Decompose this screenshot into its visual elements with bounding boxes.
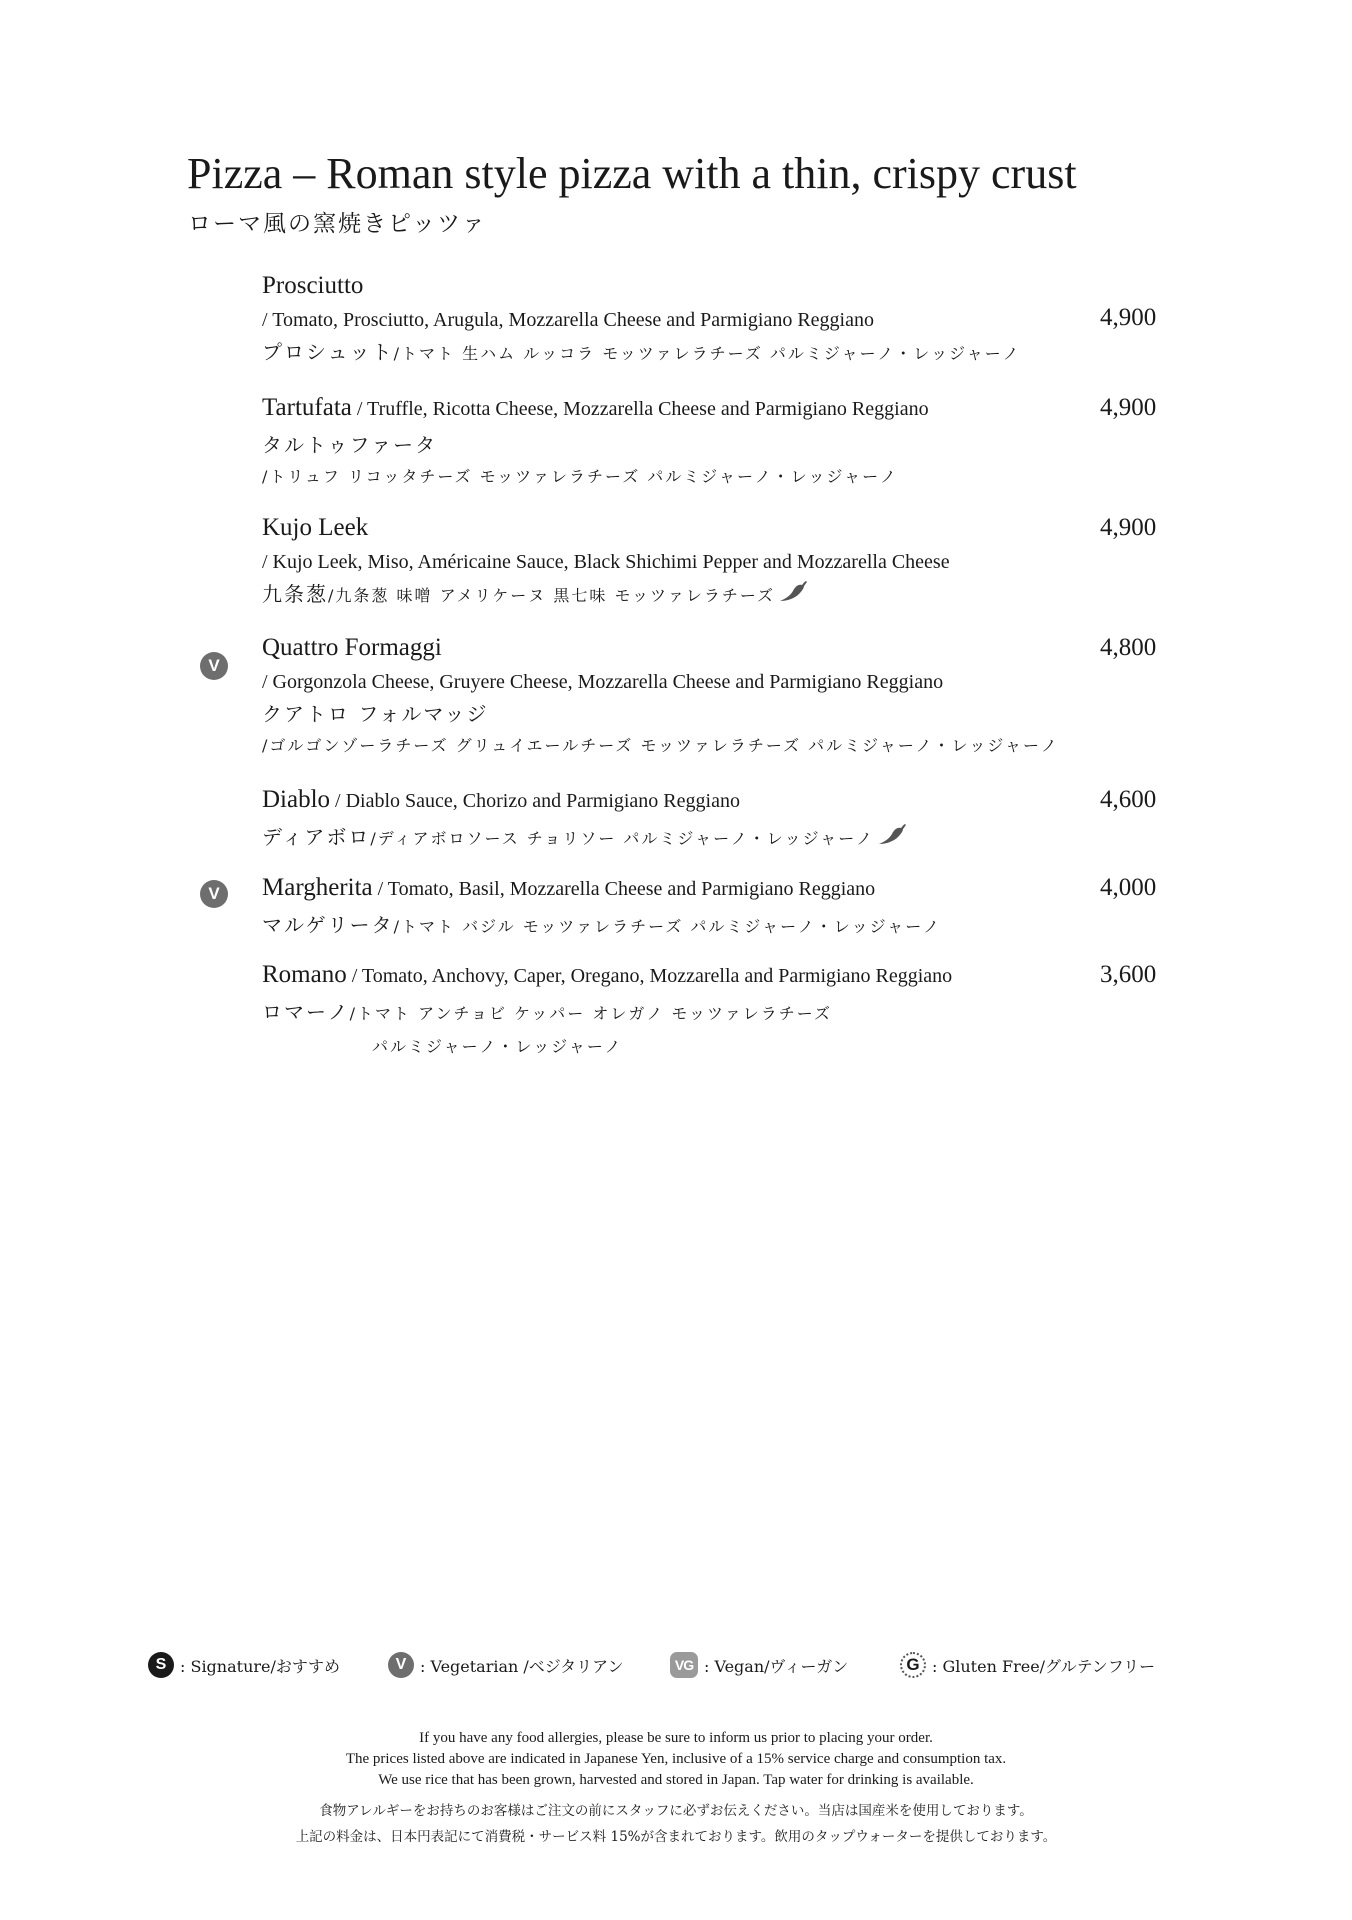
item-price: 4,600 [1100,786,1157,813]
vegetarian-icon: V [200,652,228,680]
note-jp-prices: 上記の料金は、日本円表記にて消費税・サービス料 15%が含まれております。飲用のタップウォーターを提供しております。 [295,1829,1057,1845]
item-name-jp: 九条葱 [262,582,328,606]
item-description-jp: /トマト アンチョビ ケッパー オレガノ モッツァレラチーズ [349,1004,832,1023]
page-subtitle-jp: ローマ風の窯焼きピッツァ [188,211,487,237]
item-description-jp: /ディアボロソース チョリソー パルミジャーノ・レッジャーノ [370,829,874,848]
item-price: 4,900 [1100,304,1157,331]
legend-vegetarian-label: : Vegetarian /ベジタリアン [420,1656,624,1676]
item-description: / Kujo Leek, Miso, Américaine Sauce, Black Shichimi Pepper and Mozzarella Cheese [262,551,950,573]
item-name-jp: マルゲリータ [262,913,394,937]
item-description-jp: /トマト バジル モッツァレラチーズ パルミジャーノ・レッジャーノ [393,917,941,936]
item-name-jp: プロシュット [262,340,394,364]
menu-item-margherita [262,870,1162,944]
item-name: Prosciutto [262,272,364,299]
item-price: 3,600 [1100,961,1157,988]
legend-vegan-label: : Vegan/ヴィーガン [704,1656,849,1676]
item-description: / Tomato, Basil, Mozzarella Cheese and Parmigiano Reggiano [372,878,876,900]
item-price: 4,800 [1100,634,1157,661]
item-name: Diablo [262,786,331,813]
item-price: 4,900 [1100,514,1157,541]
vegetarian-icon: V [200,880,228,908]
item-name: Quattro Formaggi [262,634,442,661]
signature-icon: S [148,1652,174,1678]
legend [148,1652,1248,1684]
menu-item-prosciutto [262,268,1162,371]
chili-pepper-icon [779,579,809,615]
vegetarian-icon: V [388,1652,414,1678]
footer-notes-en [0,1728,1352,1791]
item-name: Tartufata [262,394,352,421]
item-description-jp: /九条葱 味噌 アメリケーヌ 黒七味 モッツァレラチーズ [328,586,776,605]
legend-vegetarian [388,1652,624,1678]
note-prices: The prices listed above are indicated in Japanese Yen, inclusive of a 15% service charge and consumption tax. [345,1751,1007,1767]
vegan-icon: VG [670,1652,698,1678]
item-description: / Tomato, Anchovy, Caper, Oregano, Mozzarella and Parmigiano Reggiano [346,965,953,987]
menu-item-diablo [262,782,1162,858]
item-name-jp: ロマーノ [262,1000,350,1024]
legend-gluten-free-label: : Gluten Free/グルテンフリー [932,1656,1156,1676]
legend-vegan [670,1652,848,1678]
item-description: / Gorgonzola Cheese, Gruyere Cheese, Mozzarella Cheese and Parmigiano Reggiano [262,671,944,693]
legend-signature [148,1652,340,1678]
item-description: / Truffle, Ricotta Cheese, Mozzarella Cheese and Parmigiano Reggiano [351,398,929,420]
note-allergy: If you have any food allergies, please be sure to inform us prior to placing your order. [419,1730,933,1746]
item-name-jp: ディアボロ [262,825,371,849]
footer-notes-jp [0,1798,1352,1850]
legend-gluten-free [900,1652,1155,1678]
gluten-free-icon: G [900,1652,926,1678]
menu-item-romano [262,957,1162,1063]
item-price: 4,000 [1100,874,1157,901]
item-name-jp: タルトゥファータ [262,433,438,457]
item-description: / Tomato, Prosciutto, Arugula, Mozzarella Cheese and Parmigiano Reggiano [262,309,874,331]
note-jp-allergy: 食物アレルギーをお持ちのお客様はご注文の前にスタッフに必ずお伝えください。当店は国産米を使用しております。 [319,1803,1033,1819]
item-name: Margherita [262,874,373,901]
menu-item-quattro-formaggi [262,630,1162,762]
item-description-jp: /トマト 生ハム ルッコラ モッツァレラチーズ パルミジャーノ・レッジャーノ [393,344,1021,363]
menu-item-kujo-leek [262,510,1162,615]
chili-pepper-icon [878,822,908,858]
item-description: / Diablo Sauce, Chorizo and Parmigiano Reggiano [330,790,740,812]
item-description-jp-cont: パルミジャーノ・レッジャーノ [372,1037,623,1056]
legend-signature-label: : Signature/おすすめ [180,1656,341,1676]
item-description-jp: /トリュフ リコッタチーズ モッツァレラチーズ パルミジャーノ・レッジャーノ [262,467,898,486]
menu-item-tartufata [262,390,1162,493]
item-name: Kujo Leek [262,514,369,541]
page-title: Pizza – Roman style pizza with a thin, crispy crust [187,149,1077,198]
note-rice-water: We use rice that has been grown, harvested and stored in Japan. Tap water for drinking is available. [378,1772,974,1788]
item-description-jp: /ゴルゴンゾーラチーズ グリュイエールチーズ モッツァレラチーズ パルミジャーノ・レッジャーノ [262,736,1059,755]
item-price: 4,900 [1100,394,1157,421]
item-name-jp: クアトロ フォルマッジ [262,702,489,726]
item-name: Romano [262,961,347,988]
